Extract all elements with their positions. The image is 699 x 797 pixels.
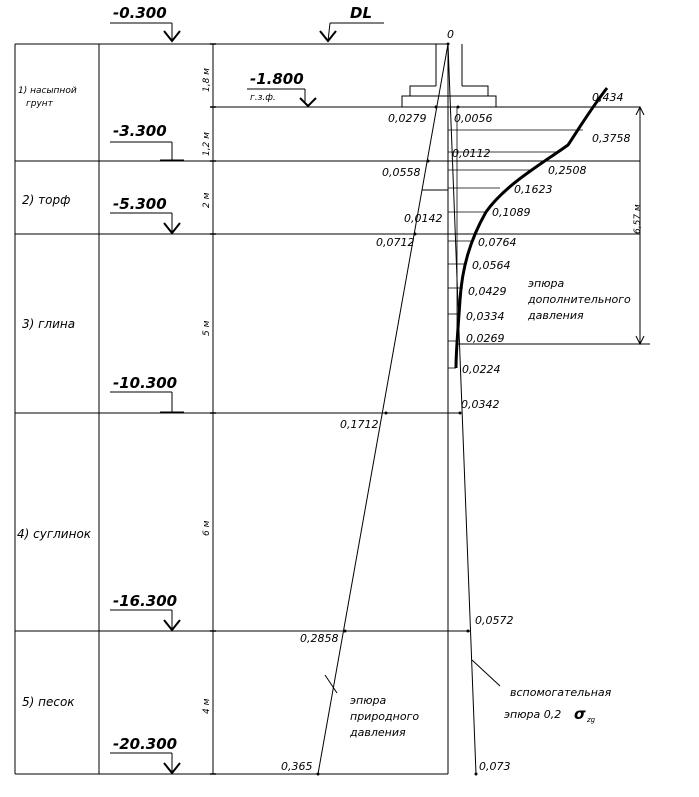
natural-value-3: 0,0142 bbox=[404, 212, 443, 225]
epure-add-2: дополнительного bbox=[528, 293, 631, 306]
thickness-1b: 1,2 м bbox=[202, 132, 212, 156]
layer-4-label: 4) суглинок bbox=[17, 527, 92, 541]
add-value-3: 0,2508 bbox=[548, 164, 587, 177]
dl-label: DL bbox=[350, 4, 373, 22]
epure-nat-3: давления bbox=[350, 726, 406, 739]
additional-pressure-epure bbox=[448, 88, 650, 368]
sigma-symbol: σ bbox=[574, 705, 586, 723]
thickness-3: 5 м bbox=[202, 320, 212, 336]
elevation-1: -1.800 bbox=[250, 70, 304, 88]
natural-value-5: 0,1712 bbox=[340, 418, 379, 431]
add-value-11: 0,0224 bbox=[462, 363, 501, 376]
elevation-5: -16.300 bbox=[113, 592, 178, 610]
natural-value-4: 0,0712 bbox=[376, 236, 415, 249]
aux-value-3: 0,0342 bbox=[461, 398, 500, 411]
aux-value-1: 0,0056 bbox=[454, 112, 493, 125]
add-value-6: 0,0764 bbox=[478, 236, 517, 249]
aux-value-5: 0,073 bbox=[479, 760, 511, 773]
layer-1-label bbox=[18, 86, 80, 109]
elevation-2: -3.300 bbox=[113, 122, 167, 140]
natural-value-6: 0,2858 bbox=[300, 632, 339, 645]
epure-add-3: давления bbox=[528, 309, 584, 322]
thickness-4: 6 м bbox=[202, 520, 212, 536]
layer-3-label: 3) глина bbox=[22, 317, 76, 331]
add-value-5: 0,1089 bbox=[492, 206, 531, 219]
elevation-top: -0.300 bbox=[113, 4, 167, 22]
add-value-7: 0,0564 bbox=[472, 259, 511, 272]
aux-value-2: 0,0112 bbox=[452, 147, 491, 160]
thickness-1: 1,8 м bbox=[202, 68, 212, 92]
elevation-4: -10.300 bbox=[113, 374, 178, 392]
layer-table bbox=[15, 44, 640, 774]
add-value-10: 0,0269 bbox=[466, 332, 505, 345]
layer-1-label-text-2: грунт bbox=[26, 99, 53, 109]
thickness-5: 4 м bbox=[202, 698, 212, 714]
zero-label: 0 bbox=[447, 28, 454, 41]
gwl-label: г.з.ф. bbox=[250, 93, 276, 103]
epure-aux-1: вспомогательная bbox=[510, 686, 612, 699]
sigma-subscript: zg bbox=[587, 716, 596, 724]
natural-value-7: 0,365 bbox=[281, 760, 313, 773]
epure-aux-2: эпюра 0,2 bbox=[504, 708, 562, 721]
epure-nat-2: природного bbox=[350, 710, 420, 723]
elevation-6: -20.300 bbox=[113, 735, 178, 753]
epure-add-1: эпюра bbox=[528, 277, 565, 290]
add-value-1: 0,434 bbox=[592, 91, 624, 104]
add-value-9: 0,0334 bbox=[466, 310, 505, 323]
natural-pressure-epure bbox=[318, 44, 448, 774]
top-marks bbox=[110, 23, 384, 41]
natural-value-1: 0,0279 bbox=[388, 112, 427, 125]
layer-1-label-text: 1) насыпной bbox=[18, 86, 77, 96]
layer-2-label: 2) торф bbox=[22, 193, 71, 207]
leader-lines bbox=[325, 660, 500, 693]
add-value-8: 0,0429 bbox=[468, 285, 507, 298]
aux-value-4: 0,0572 bbox=[475, 614, 514, 627]
layer-5-label: 5) песок bbox=[22, 695, 75, 709]
thickness-2: 2 м bbox=[202, 192, 212, 208]
natural-value-2: 0,0558 bbox=[382, 166, 421, 179]
elevation-3: -5.300 bbox=[113, 195, 167, 213]
add-value-4: 0,1623 bbox=[514, 183, 553, 196]
compression-depth: 6,57 м bbox=[633, 204, 643, 234]
add-value-2: 0,3758 bbox=[592, 132, 631, 145]
epure-nat-1: эпюра bbox=[350, 694, 387, 707]
